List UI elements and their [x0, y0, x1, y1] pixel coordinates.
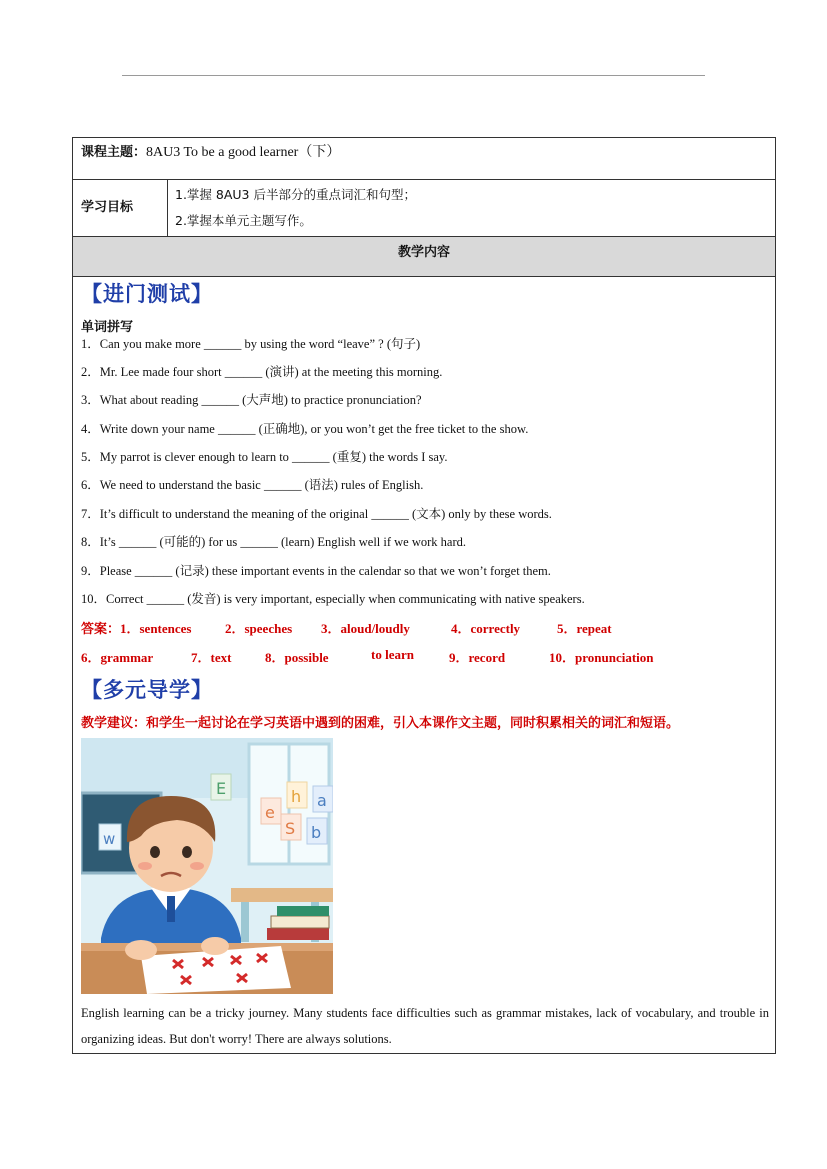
- objective-item: 2.掌握本单元主题写作。: [175, 213, 312, 228]
- answer-item: 6．grammar: [81, 650, 154, 665]
- question-item: 3．What about reading ______ (大声地) to practice pronunciation?: [81, 393, 422, 407]
- answers-line-1: [81, 618, 612, 637]
- answer-item: 答案：1．sentences: [81, 621, 192, 636]
- question-item: 5．My parrot is clever enough to learn to ______ (重复) the words I say.: [81, 450, 448, 464]
- question-item: 10．Correct ______ (发音) is very important, especially when communicating with native speakers.: [81, 592, 585, 606]
- teaching-tip: 教学建议：和学生一起讨论在学习英语中遇到的困难，引入本课作文主题，同时积累相关的词汇和短语。: [81, 716, 680, 731]
- cell-divider: [167, 180, 168, 236]
- answer-item: 10．pronunciation: [549, 650, 654, 665]
- guided-learning-title: 【多元导学】: [81, 678, 213, 702]
- objectives-list: [175, 182, 416, 234]
- answer-item: 9．record: [449, 650, 506, 665]
- content-header: 教学内容: [397, 245, 450, 260]
- letter-card-S: S: [285, 819, 296, 838]
- course-topic-row: [73, 138, 775, 180]
- objectives-row: [73, 180, 775, 237]
- question-item: 1．Can you make more ______ by using the word “leave” ? (句子): [81, 337, 421, 351]
- answer-item: 2．speeches: [225, 621, 293, 636]
- course-topic-value: 8AU3 To be a good learner（下）: [146, 145, 341, 160]
- course-topic: [81, 141, 340, 161]
- answer-item: to learn: [371, 647, 414, 662]
- answer-item: 3．aloud/loudly: [321, 621, 410, 636]
- content-header-row: [73, 237, 775, 277]
- question-item: 6．We need to understand the basic ______ (语法) rules of English.: [81, 478, 424, 492]
- lesson-table: [72, 137, 776, 1054]
- header-rule: [122, 75, 705, 76]
- entrance-test-title: 【进门测试】: [81, 282, 213, 306]
- answer-item: 4．correctly: [451, 621, 521, 636]
- intro-paragraph: English learning can be a tricky journey. Many students face difficulties such as grammar mistakes, lack of vocabulary, and trouble in organizing ideas. But don't worry! There are always solutions.: [81, 1006, 769, 1046]
- letter-card-e: e: [265, 803, 275, 822]
- course-topic-label: 课程主题：: [81, 145, 147, 160]
- question-item: 8．It’s ______ (可能的) for us ______ (learn) English well if we work hard.: [81, 535, 466, 549]
- question-item: 2．Mr. Lee made four short ______ (演讲) at the meeting this morning.: [81, 365, 443, 379]
- letter-card-w: w: [103, 830, 116, 848]
- letter-card-h: h: [291, 787, 302, 806]
- question-item: 4．Write down your name ______ (正确地), or you won’t get the free ticket to the show.: [81, 422, 529, 436]
- objective-item: 1.掌握 8AU3 后半部分的重点词汇和句型；: [175, 187, 416, 202]
- spelling-subtitle: 单词拼写: [81, 320, 134, 335]
- student-illustration-svg: [81, 738, 333, 994]
- answers-line-2: [81, 647, 654, 666]
- answer-item: 5．repeat: [557, 621, 612, 636]
- question-item: 7．It’s difficult to understand the meaning of the original ______ (文本) only by these words.: [81, 507, 552, 521]
- letter-card-b: b: [311, 823, 322, 842]
- letter-card-a: a: [317, 791, 327, 810]
- letter-card-E: E: [216, 779, 227, 798]
- question-item: 9．Please ______ (记录) these important events in the calendar so that we won’t forget them.: [81, 564, 551, 578]
- answer-item: 8．possible: [265, 650, 329, 665]
- student-illustration: [81, 738, 333, 994]
- objectives-label: 学习目标: [81, 200, 134, 215]
- answer-item: 7．text: [191, 650, 232, 665]
